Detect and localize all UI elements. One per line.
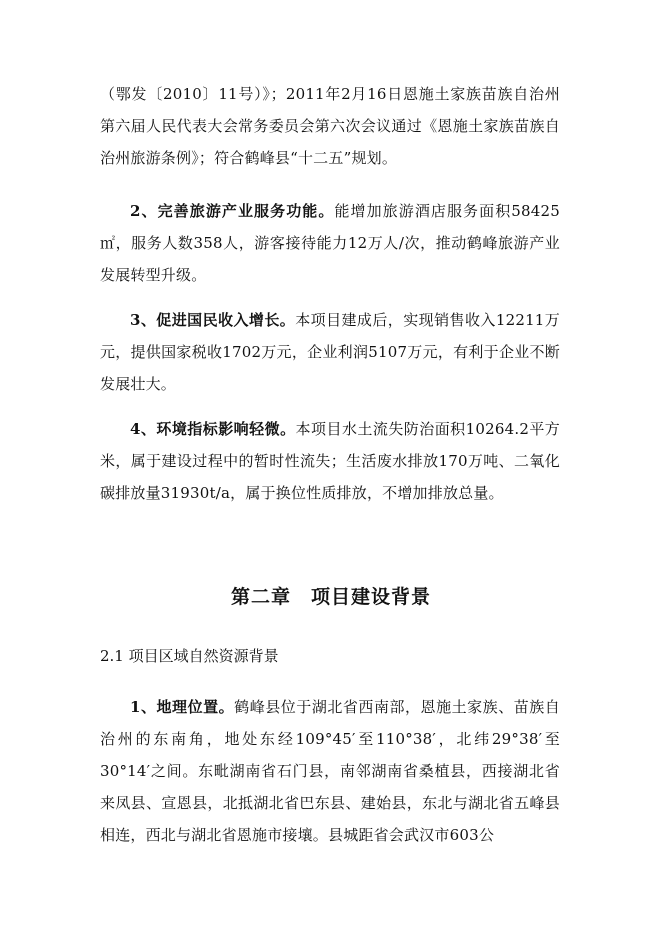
paragraph-lead: 4、环境指标影响轻微。 bbox=[130, 420, 296, 438]
paragraph-text: 本项目建成后，实现销售收入12211万元，提供国家税收1702万元，企业利润5107万元，有利于企业不断发展壮大。 bbox=[100, 311, 560, 393]
paragraph-regulations bbox=[100, 78, 560, 174]
paragraph-lead: 3、促进国民收入增长。 bbox=[130, 311, 296, 329]
paragraph-lead: 1、地理位置。 bbox=[130, 698, 235, 716]
paragraph-environment bbox=[100, 413, 560, 509]
paragraph-text: 本项目水土流失防治面积10264.2平方米，属于建设过程中的暂时性流失；生活废水排放170万吨、二氧化碳排放量31930t/a，属于换位性质排放，不增加排放总量。 bbox=[100, 420, 561, 502]
paragraph-text: 鹤峰县位于湖北省西南部，恩施土家族、苗族自治州的东南角，地处东经109°45′至110°38′，北纬29°38′至30°14′之间。东毗湖南省石门县，南邻湖南省桑植县，西接湖北省来凤县、宣恩县，北抵湖北省巴东县、建始县，东北与湖北省五峰县相连，西北与湖北省恩施市接壤。县城距省会武汉市603公 bbox=[100, 698, 561, 844]
paragraph-lead: 2、完善旅游产业服务功能。 bbox=[130, 202, 335, 220]
paragraph-income-growth bbox=[100, 304, 560, 400]
paragraph-text: （鄂发〔2010〕11号）》；2011年2月16日恩施土家族苗族自治州第六届人民代表大会常务委员会第六次会议通过《恩施土家族苗族自治州旅游条例》；符合鹤峰县“十二五”规划。 bbox=[100, 85, 560, 167]
paragraph-tourism-service bbox=[100, 195, 560, 291]
paragraph-geography bbox=[100, 691, 560, 851]
chapter-title: 第二章 项目建设背景 bbox=[230, 586, 431, 608]
section-title: 2.1 项目区域自然资源背景 bbox=[100, 647, 279, 665]
paragraph-text: 能增加旅游酒店服务面积58425㎡，服务人数358人，游客接待能力12万人/次，推动鹤峰旅游产业发展转型升级。 bbox=[100, 202, 560, 284]
